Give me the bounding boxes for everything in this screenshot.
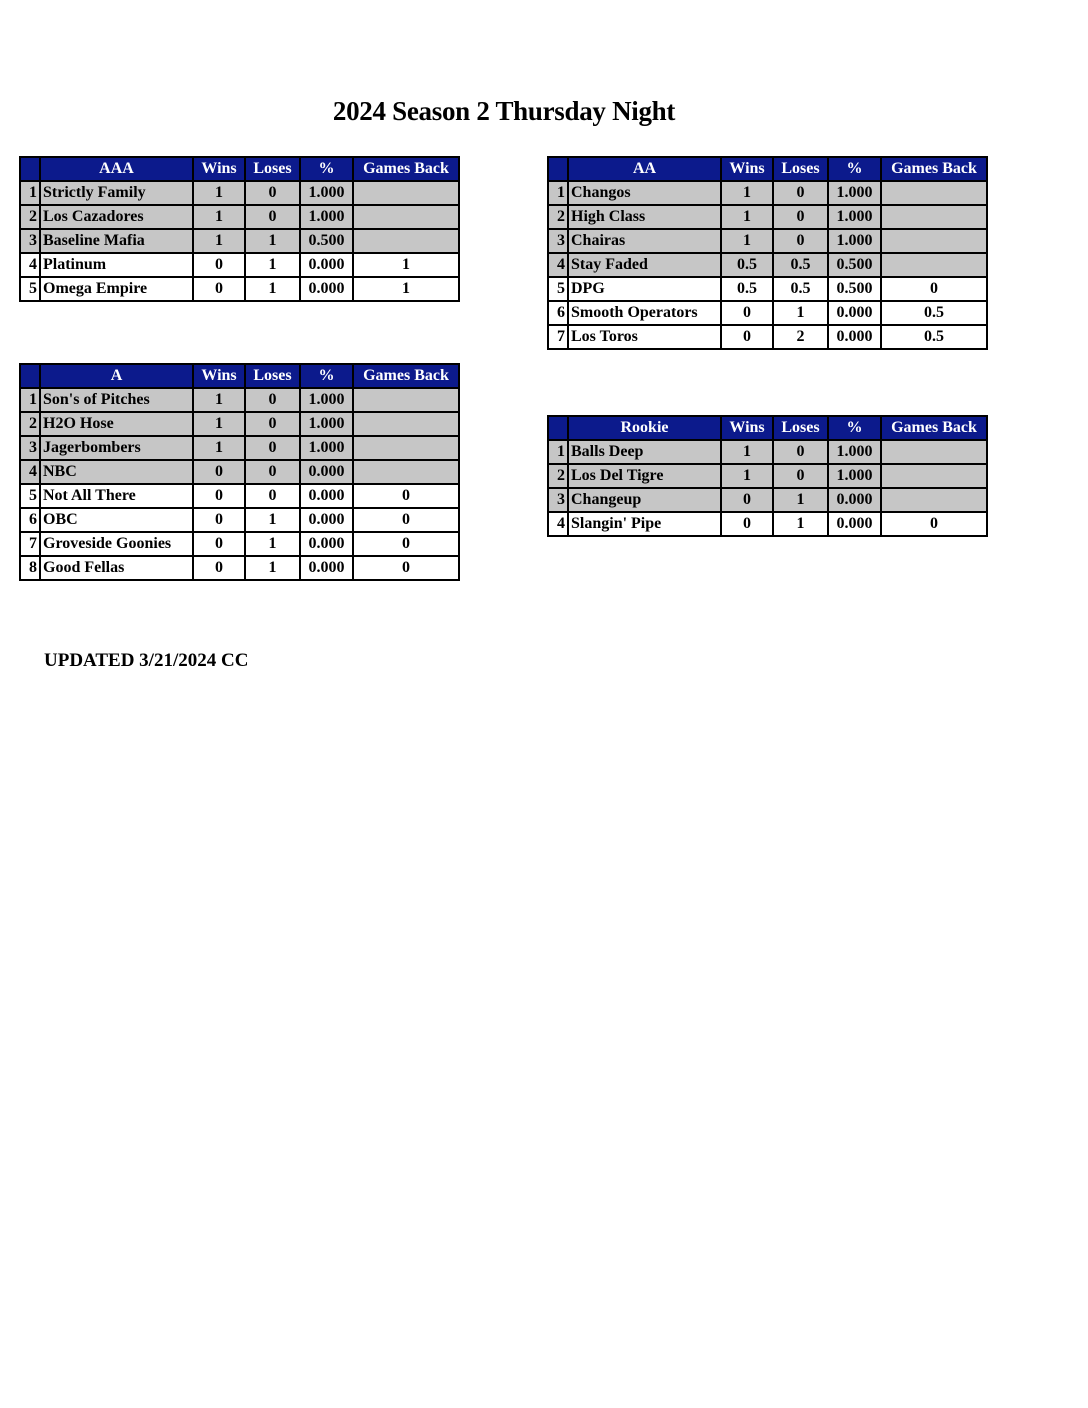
pct-cell: 0.500: [300, 229, 353, 253]
table-row: [20, 532, 459, 556]
wins-cell: 1: [193, 205, 245, 229]
pct-cell: 0.000: [828, 301, 881, 325]
wins-cell: 0: [193, 508, 245, 532]
loses-header: Loses: [245, 157, 300, 181]
pct-cell: 1.000: [300, 436, 353, 460]
team-name-cell: NBC: [40, 460, 193, 484]
games-back-cell: 0: [353, 484, 459, 508]
team-name-cell: Changos: [568, 181, 721, 205]
team-name-cell: Changeup: [568, 488, 721, 512]
games-back-cell: [353, 436, 459, 460]
pct-cell: 1.000: [828, 181, 881, 205]
games-back-cell: [881, 464, 987, 488]
pct-header: %: [828, 157, 881, 181]
games-back-cell: 0: [353, 532, 459, 556]
team-name-cell: Son's of Pitches: [40, 388, 193, 412]
wins-header: Wins: [193, 157, 245, 181]
table-header-row: [548, 157, 987, 181]
team-name-cell: Slangin' Pipe: [568, 512, 721, 536]
table-row: [548, 181, 987, 205]
wins-cell: 0: [721, 488, 773, 512]
rookie-standings-table: [547, 415, 988, 537]
loses-cell: 1: [245, 508, 300, 532]
loses-cell: 0: [245, 388, 300, 412]
pct-cell: 0.500: [828, 277, 881, 301]
loses-header: Loses: [245, 364, 300, 388]
rank-cell: 2: [548, 464, 568, 488]
loses-cell: 1: [245, 229, 300, 253]
pct-cell: 0.000: [300, 532, 353, 556]
wins-cell: 0: [193, 460, 245, 484]
wins-cell: 0: [193, 253, 245, 277]
table-row: [548, 277, 987, 301]
team-name-cell: Chairas: [568, 229, 721, 253]
pct-cell: 0.000: [828, 325, 881, 349]
pct-cell: 0.000: [300, 277, 353, 301]
rank-cell: 6: [548, 301, 568, 325]
loses-cell: 0: [773, 464, 828, 488]
pct-cell: 0.000: [300, 508, 353, 532]
loses-header: Loses: [773, 157, 828, 181]
rank-cell: 7: [20, 532, 40, 556]
wins-cell: 1: [193, 181, 245, 205]
aaa-standings-table: [19, 156, 460, 302]
games-back-cell: 0.5: [881, 301, 987, 325]
rank-cell: 8: [20, 556, 40, 580]
pct-cell: 0.000: [300, 556, 353, 580]
a-standings-table: [19, 363, 460, 581]
rank-cell: 3: [548, 229, 568, 253]
pct-cell: 0.000: [300, 460, 353, 484]
loses-cell: 0.5: [773, 277, 828, 301]
table-header-row: [20, 157, 459, 181]
loses-cell: 0: [773, 181, 828, 205]
loses-cell: 1: [773, 512, 828, 536]
games-back-cell: [353, 460, 459, 484]
table-row: [548, 301, 987, 325]
loses-cell: 1: [245, 532, 300, 556]
table-row: [548, 325, 987, 349]
loses-cell: 0: [245, 181, 300, 205]
rank-cell: 4: [548, 253, 568, 277]
table-row: [20, 436, 459, 460]
table-row: [548, 205, 987, 229]
team-name-cell: Los Cazadores: [40, 205, 193, 229]
table-row: [548, 440, 987, 464]
loses-cell: 1: [245, 556, 300, 580]
rank-cell: 2: [20, 205, 40, 229]
table-header-row: [20, 364, 459, 388]
table-row: [548, 488, 987, 512]
team-name-cell: Baseline Mafia: [40, 229, 193, 253]
wins-cell: 0: [193, 277, 245, 301]
rank-cell: 5: [20, 484, 40, 508]
wins-cell: 1: [721, 181, 773, 205]
team-name-cell: Strictly Family: [40, 181, 193, 205]
loses-cell: 0: [245, 484, 300, 508]
team-name-cell: Smooth Operators: [568, 301, 721, 325]
pct-cell: 1.000: [300, 412, 353, 436]
games-back-cell: [353, 229, 459, 253]
table-row: [20, 253, 459, 277]
wins-cell: 0: [721, 301, 773, 325]
division-name: A: [40, 364, 193, 388]
table-row: [20, 508, 459, 532]
team-name-cell: Not All There: [40, 484, 193, 508]
rank-header: [548, 416, 568, 440]
team-name-cell: Stay Faded: [568, 253, 721, 277]
team-name-cell: H2O Hose: [40, 412, 193, 436]
games-back-cell: [881, 488, 987, 512]
rank-cell: 5: [20, 277, 40, 301]
games-back-header: Games Back: [881, 416, 987, 440]
loses-cell: 0: [245, 205, 300, 229]
table-header-row: [548, 416, 987, 440]
team-name-cell: Los Toros: [568, 325, 721, 349]
rank-cell: 5: [548, 277, 568, 301]
pct-header: %: [300, 364, 353, 388]
loses-cell: 1: [773, 301, 828, 325]
wins-cell: 1: [721, 229, 773, 253]
games-back-cell: [353, 412, 459, 436]
wins-cell: 0: [193, 484, 245, 508]
games-back-cell: 0.5: [881, 325, 987, 349]
pct-cell: 0.000: [300, 253, 353, 277]
loses-cell: 2: [773, 325, 828, 349]
table-row: [548, 464, 987, 488]
wins-cell: 0.5: [721, 277, 773, 301]
table-row: [548, 253, 987, 277]
pct-cell: 0.500: [828, 253, 881, 277]
pct-header: %: [828, 416, 881, 440]
games-back-cell: 1: [353, 277, 459, 301]
table-row: [20, 181, 459, 205]
rank-cell: 1: [548, 181, 568, 205]
team-name-cell: Omega Empire: [40, 277, 193, 301]
rank-cell: 4: [20, 253, 40, 277]
loses-cell: 0: [245, 412, 300, 436]
loses-cell: 0: [245, 460, 300, 484]
wins-cell: 1: [721, 464, 773, 488]
games-back-cell: [353, 388, 459, 412]
table-row: [20, 556, 459, 580]
team-name-cell: DPG: [568, 277, 721, 301]
games-back-cell: [353, 181, 459, 205]
pct-cell: 0.000: [828, 488, 881, 512]
games-back-cell: [881, 229, 987, 253]
table-row: [20, 484, 459, 508]
rank-header: [20, 364, 40, 388]
wins-cell: 0: [721, 325, 773, 349]
games-back-cell: 0: [881, 277, 987, 301]
division-name: AA: [568, 157, 721, 181]
team-name-cell: Jagerbombers: [40, 436, 193, 460]
games-back-cell: 0: [881, 512, 987, 536]
wins-cell: 0.5: [721, 253, 773, 277]
wins-cell: 1: [193, 229, 245, 253]
games-back-cell: [881, 440, 987, 464]
rank-header: [548, 157, 568, 181]
pct-cell: 0.000: [300, 484, 353, 508]
loses-cell: 0: [773, 205, 828, 229]
rank-header: [20, 157, 40, 181]
games-back-cell: [881, 205, 987, 229]
games-back-cell: [881, 181, 987, 205]
team-name-cell: OBC: [40, 508, 193, 532]
rank-cell: 3: [20, 436, 40, 460]
games-back-cell: 0: [353, 556, 459, 580]
team-name-cell: Los Del Tigre: [568, 464, 721, 488]
wins-cell: 1: [721, 205, 773, 229]
table-row: [548, 229, 987, 253]
page-title: 2024 Season 2 Thursday Night: [332, 96, 676, 126]
wins-cell: 1: [193, 436, 245, 460]
wins-cell: 1: [193, 412, 245, 436]
pct-cell: 1.000: [300, 388, 353, 412]
wins-header: Wins: [721, 416, 773, 440]
wins-cell: 1: [193, 388, 245, 412]
games-back-header: Games Back: [881, 157, 987, 181]
pct-cell: 1.000: [828, 464, 881, 488]
games-back-cell: [353, 205, 459, 229]
loses-cell: 0: [773, 229, 828, 253]
pct-cell: 1.000: [828, 440, 881, 464]
wins-header: Wins: [193, 364, 245, 388]
team-name-cell: Balls Deep: [568, 440, 721, 464]
wins-cell: 1: [721, 440, 773, 464]
table-row: [20, 412, 459, 436]
rank-cell: 3: [20, 229, 40, 253]
loses-header: Loses: [773, 416, 828, 440]
loses-cell: 1: [245, 253, 300, 277]
division-name: Rookie: [568, 416, 721, 440]
table-row: [548, 512, 987, 536]
pct-cell: 0.000: [828, 512, 881, 536]
games-back-cell: 1: [353, 253, 459, 277]
updated-note: UPDATED 3/21/2024 CC: [44, 650, 249, 671]
pct-cell: 1.000: [300, 181, 353, 205]
division-name: AAA: [40, 157, 193, 181]
games-back-cell: 0: [353, 508, 459, 532]
rank-cell: 2: [20, 412, 40, 436]
loses-cell: 0: [245, 436, 300, 460]
team-name-cell: Groveside Goonies: [40, 532, 193, 556]
pct-cell: 1.000: [828, 205, 881, 229]
rank-cell: 2: [548, 205, 568, 229]
team-name-cell: High Class: [568, 205, 721, 229]
table-row: [20, 229, 459, 253]
rank-cell: 6: [20, 508, 40, 532]
table-row: [20, 460, 459, 484]
wins-cell: 0: [193, 556, 245, 580]
team-name-cell: Good Fellas: [40, 556, 193, 580]
team-name-cell: Platinum: [40, 253, 193, 277]
table-row: [20, 277, 459, 301]
rank-cell: 1: [20, 388, 40, 412]
table-row: [20, 388, 459, 412]
table-row: [20, 205, 459, 229]
rank-cell: 7: [548, 325, 568, 349]
loses-cell: 0.5: [773, 253, 828, 277]
aa-standings-table: [547, 156, 988, 350]
games-back-cell: [881, 253, 987, 277]
wins-cell: 0: [721, 512, 773, 536]
pct-cell: 1.000: [300, 205, 353, 229]
loses-cell: 1: [773, 488, 828, 512]
rank-cell: 4: [20, 460, 40, 484]
pct-cell: 1.000: [828, 229, 881, 253]
rank-cell: 4: [548, 512, 568, 536]
loses-cell: 0: [773, 440, 828, 464]
rank-cell: 3: [548, 488, 568, 512]
loses-cell: 1: [245, 277, 300, 301]
pct-header: %: [300, 157, 353, 181]
games-back-header: Games Back: [353, 157, 459, 181]
wins-cell: 0: [193, 532, 245, 556]
wins-header: Wins: [721, 157, 773, 181]
games-back-header: Games Back: [353, 364, 459, 388]
rank-cell: 1: [20, 181, 40, 205]
rank-cell: 1: [548, 440, 568, 464]
